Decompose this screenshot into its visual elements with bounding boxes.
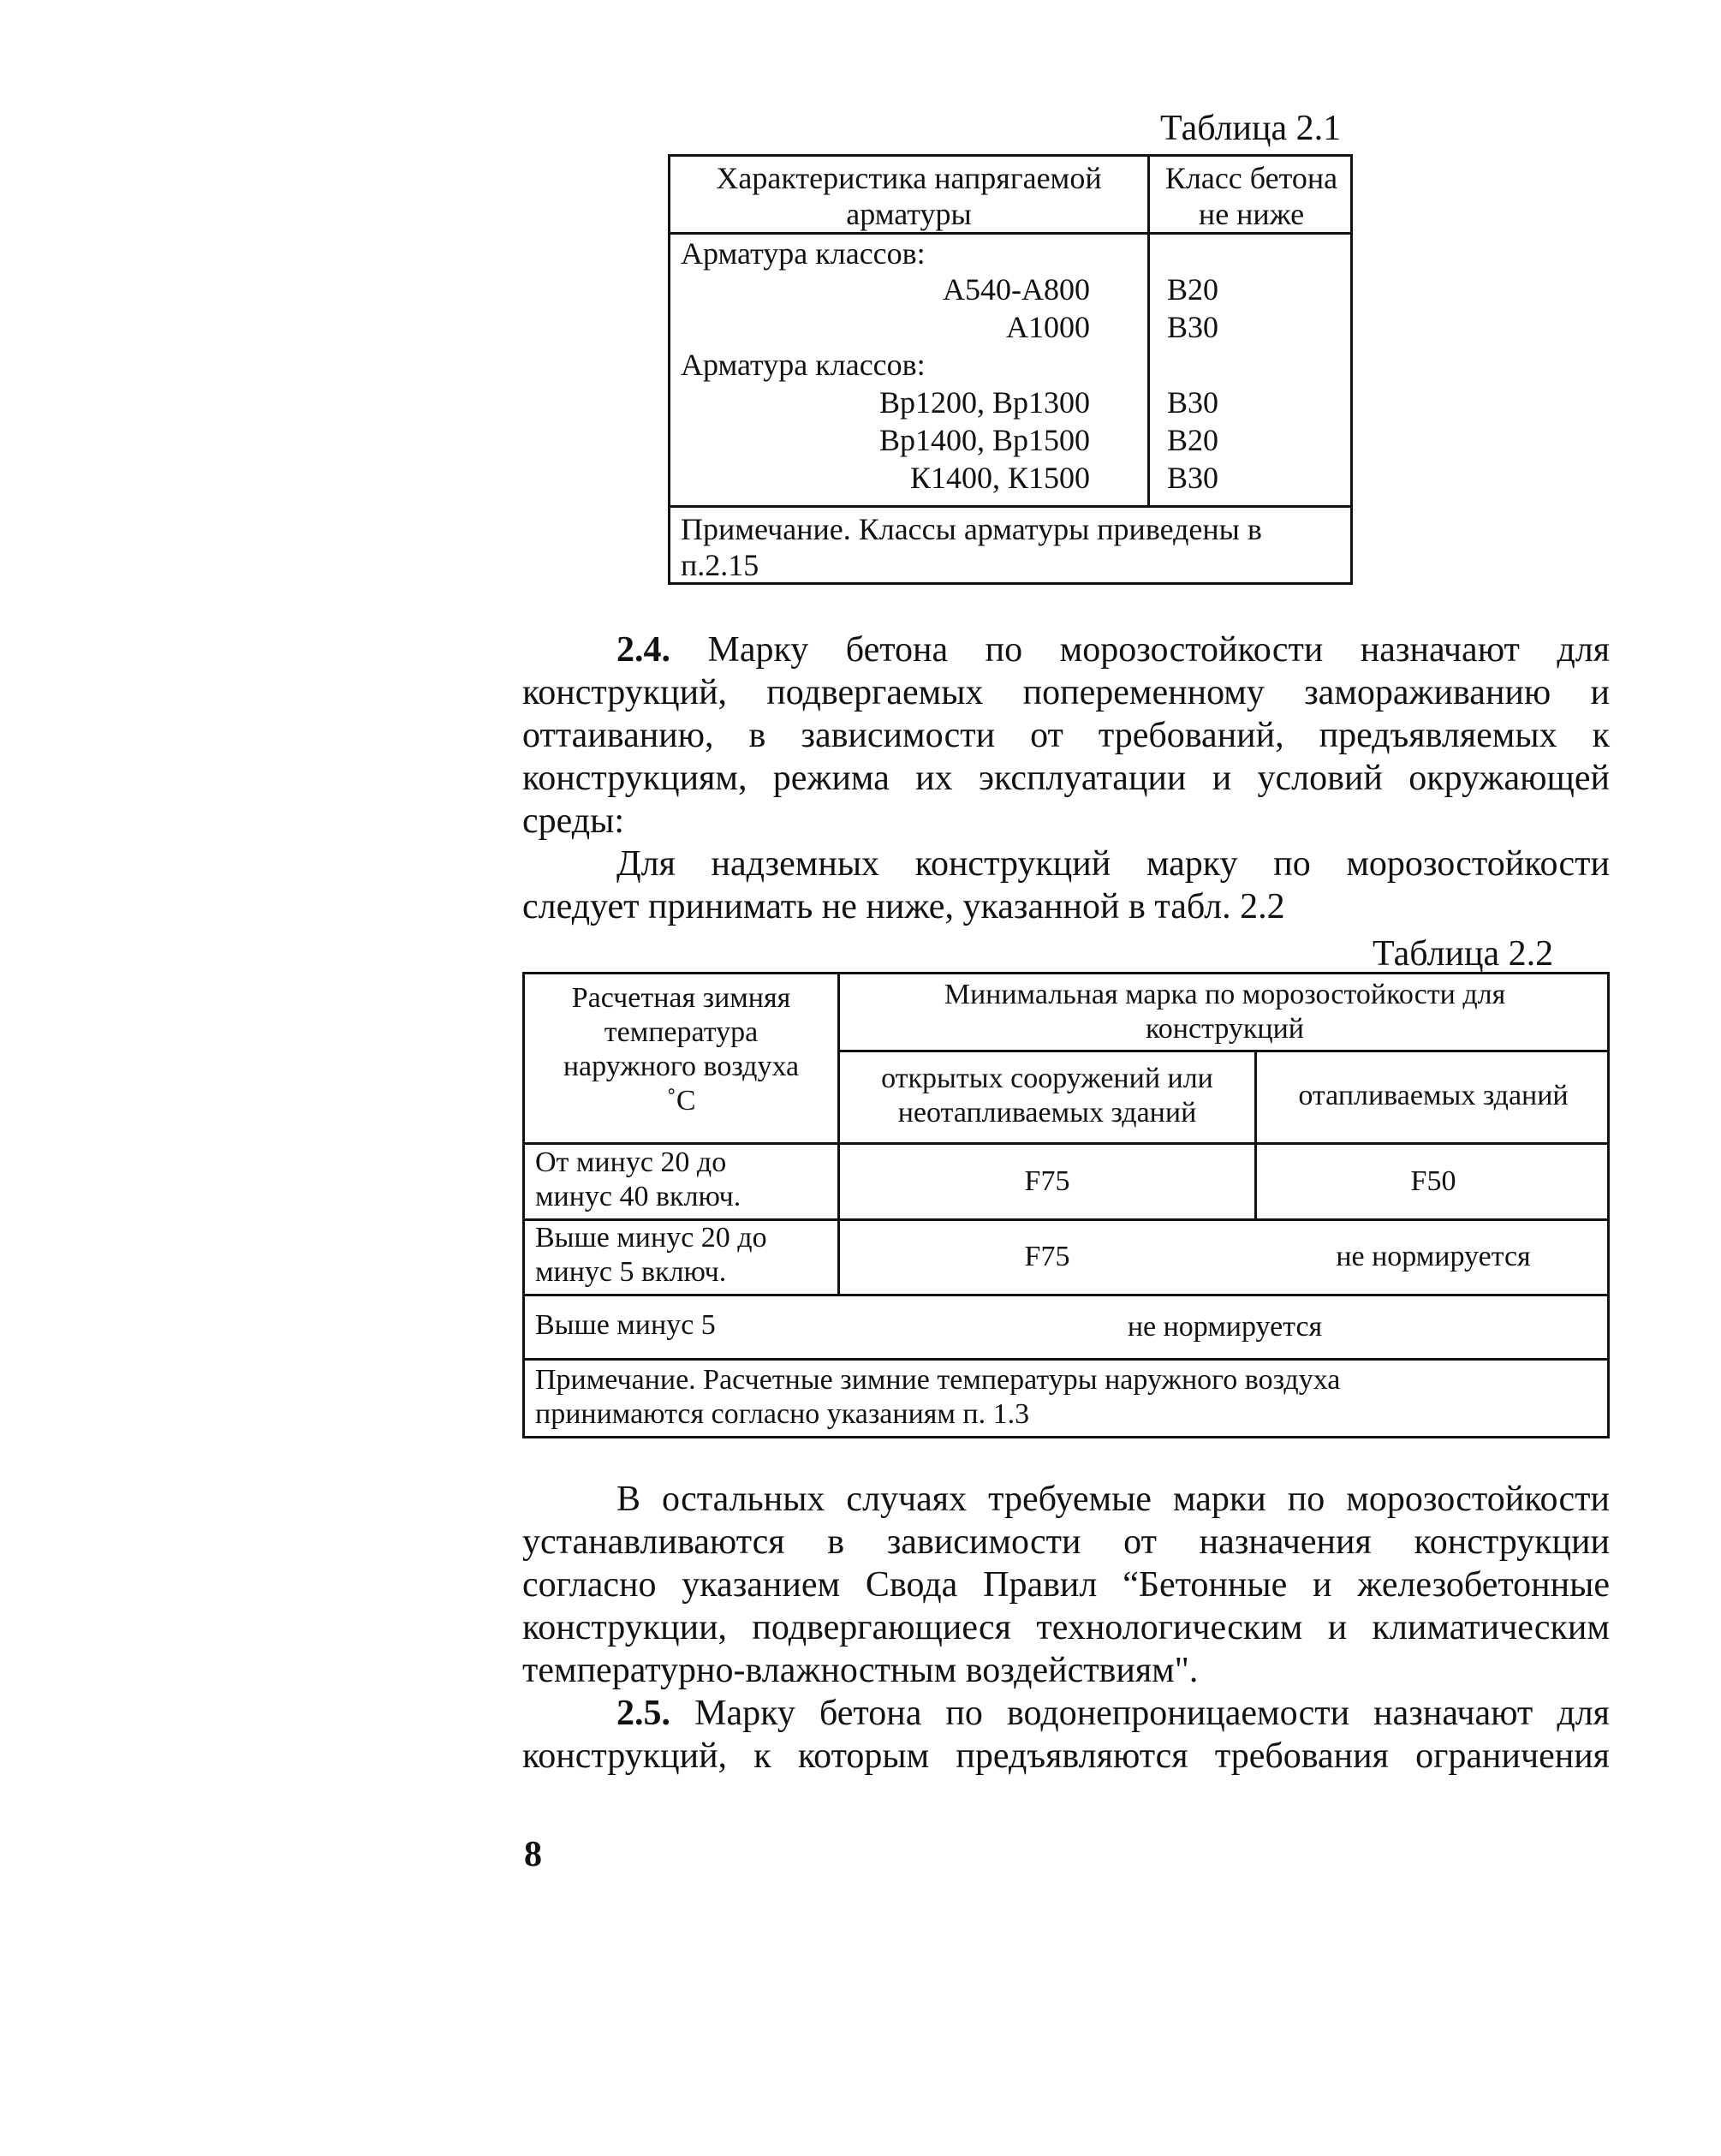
- table-divider: [670, 505, 1350, 508]
- table-divider: [837, 1050, 1610, 1052]
- text-line: устанавливаются в зависимости от назначения конструкции: [522, 1522, 1610, 1562]
- table-divider: [525, 1358, 1607, 1361]
- text-fragment: Марку бетона по водонепроницаемости назначают для: [694, 1694, 1611, 1733]
- reinforcement-class: А540-А800: [943, 272, 1090, 307]
- table-2-2-caption: Таблица 2.2: [1373, 934, 1554, 974]
- header-line: неотапливаемых зданий: [897, 1097, 1197, 1129]
- header-line: открытых сооружений или: [881, 1063, 1213, 1094]
- section-number: 2.5.: [616, 1694, 670, 1733]
- label-line: минус 40 включ.: [535, 1181, 741, 1212]
- text-line: конструкциям, режима их эксплуатации и условий окружающей: [522, 759, 1610, 798]
- row-label: [535, 1146, 835, 1214]
- concrete-class: В20: [1167, 423, 1219, 457]
- text-line: конструкции, подвергающиеся технологическим и климатическим: [522, 1608, 1610, 1647]
- table-2-2: [522, 972, 1610, 1438]
- merged-grade: не нормируется: [1127, 1311, 1323, 1343]
- text-line: среды:: [522, 801, 624, 841]
- col-header-open-structures: [840, 1062, 1254, 1130]
- group-label: Арматура классов:: [681, 348, 926, 382]
- table-divider: [525, 1294, 1607, 1296]
- reinforcement-class: Вр1200, Вр1300: [878, 385, 1090, 420]
- text-line: конструкций, подвергаемых попеременному замораживанию и: [522, 673, 1610, 712]
- label-line: минус 5 включ.: [535, 1256, 727, 1288]
- text-line: оттаиванию, в зависимости от требований, предъявляемых к: [522, 716, 1610, 755]
- page-number: 8: [524, 1835, 542, 1874]
- text-line: температурно-влажностным воздействиям".: [522, 1651, 1199, 1690]
- table-2-1-header-concrete-class: [1150, 160, 1353, 232]
- section-2-4: [522, 628, 1610, 928]
- text-line: [522, 1692, 1610, 1735]
- note-line: принимаются согласно указаниям п. 1.3: [535, 1398, 1030, 1430]
- header-line: Класс бетона: [1164, 161, 1338, 195]
- concrete-class: В20: [1167, 272, 1219, 307]
- reinforcement-class: А1000: [1006, 310, 1090, 344]
- row-label: [535, 1221, 835, 1289]
- label-line: От минус 20 до: [535, 1146, 727, 1178]
- reinforcement-class: К1400, К1500: [909, 461, 1090, 495]
- table-2-1-note: [681, 511, 1331, 583]
- table-2-1-header-characteristic: [670, 160, 1147, 232]
- col-header-temperature: [525, 981, 837, 1118]
- header-line: ˚С: [666, 1085, 696, 1117]
- heated-grade: F50: [1410, 1165, 1456, 1197]
- text-line: [522, 628, 1610, 671]
- col-header-min-grade: [840, 978, 1610, 1046]
- text-line: В остальных случаях требуемые марки по морозостойкости: [616, 1480, 1610, 1519]
- text-line: конструкций, к которым предъявляются требования ограничения: [522, 1736, 1610, 1776]
- table-2-2-note: [535, 1363, 1601, 1432]
- concrete-class: В30: [1167, 461, 1219, 495]
- table-2-1-caption: Таблица 2.1: [1160, 109, 1342, 148]
- group-label: Арматура классов:: [681, 236, 926, 271]
- open-grade: F75: [1024, 1241, 1070, 1272]
- text-line: следует принимать не ниже, указанной в табл. 2.2: [522, 887, 1285, 926]
- text-line: согласно указанием Свода Правил “Бетонные и железобетонные: [522, 1565, 1610, 1605]
- concrete-class: В30: [1167, 385, 1219, 420]
- header-line: Расчетная зимняя: [571, 982, 791, 1014]
- table-2-1: [668, 154, 1353, 585]
- row-label: Выше минус 5: [535, 1309, 716, 1341]
- concrete-class: В30: [1167, 310, 1219, 344]
- header-line: температура: [604, 1016, 759, 1048]
- note-line: Примечание. Классы арматуры приведены в: [681, 512, 1262, 546]
- table-divider: [670, 232, 1350, 235]
- section-number: 2.4.: [616, 630, 670, 670]
- text-fragment: Марку бетона по морозостойкости назначают для: [707, 630, 1611, 670]
- note-line: п.2.15: [681, 548, 759, 582]
- col-header-heated-buildings: отапливаемых зданий: [1298, 1080, 1569, 1111]
- reinforcement-class: Вр1400, Вр1500: [878, 423, 1090, 457]
- open-grade: F75: [1024, 1165, 1070, 1197]
- heated-grade: не нормируется: [1336, 1241, 1531, 1272]
- table-divider: [525, 1142, 1607, 1145]
- header-line: Характеристика напрягаемой: [716, 161, 1102, 195]
- header-line: арматуры: [846, 197, 972, 231]
- paragraph-other-cases: [522, 1478, 1610, 1692]
- header-line: наружного воздуха: [563, 1051, 800, 1082]
- text-line: Для надземных конструкций марку по морозостойкости: [616, 844, 1610, 884]
- header-line: не ниже: [1198, 197, 1305, 231]
- label-line: Выше минус 20 до: [535, 1222, 767, 1254]
- section-2-5: [522, 1692, 1610, 1778]
- note-line: Примечание. Расчетные зимние температуры наружного воздуха: [535, 1364, 1341, 1396]
- header-line: Минимальная марка по морозостойкости для: [944, 979, 1506, 1010]
- header-line: конструкций: [1145, 1013, 1304, 1045]
